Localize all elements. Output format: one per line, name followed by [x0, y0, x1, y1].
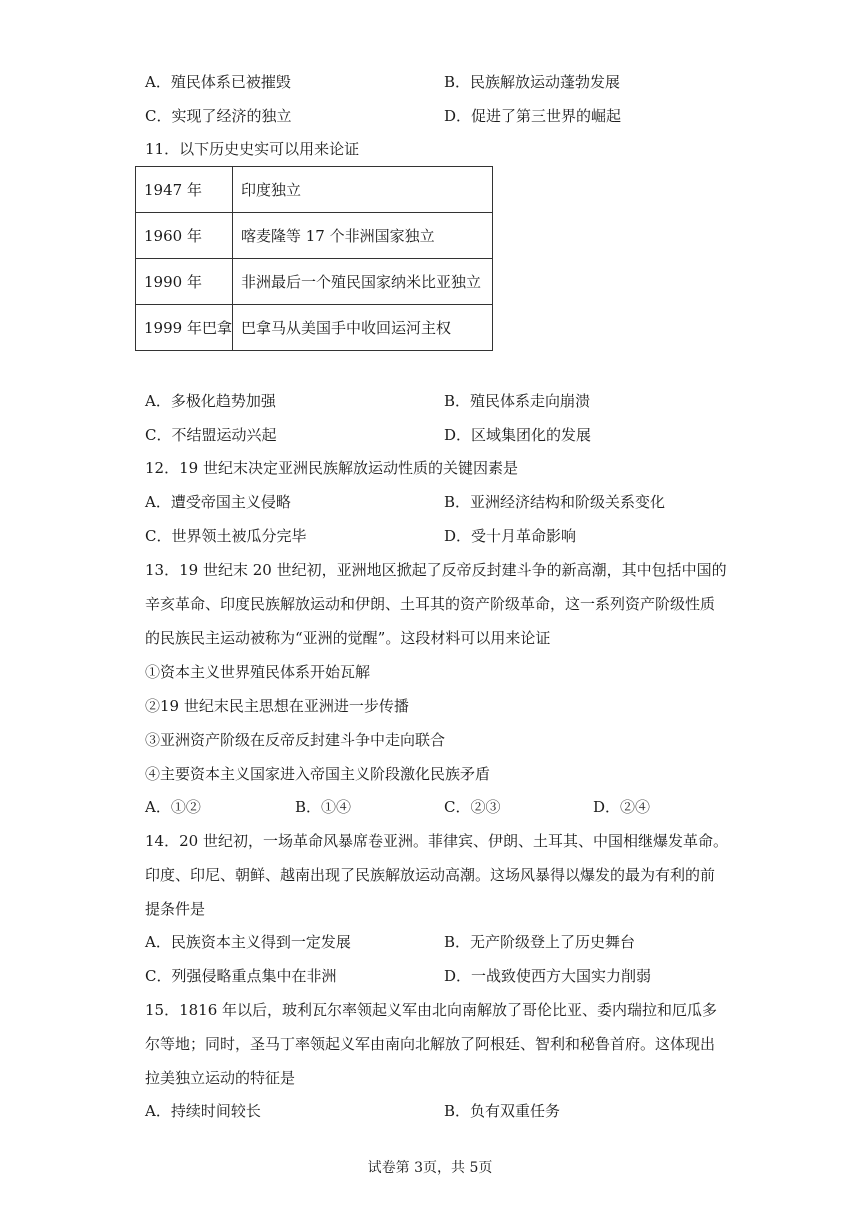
table-cell-event: 印度独立: [233, 167, 493, 213]
q11-stem: 11．以下历史史实可以用来论证: [145, 140, 360, 158]
q13-option-a[interactable]: A．①②: [145, 798, 201, 816]
q13-statement-2: ②19 世纪末民主思想在亚洲进一步传播: [145, 697, 409, 715]
q10-option-b[interactable]: B．民族解放运动蓬勃发展: [444, 73, 621, 91]
q12-option-a[interactable]: A．遭受帝国主义侵略: [145, 493, 291, 511]
q12-option-b[interactable]: B．亚洲经济结构和阶级关系变化: [444, 493, 666, 511]
q15-stem-line: 拉美独立运动的特征是: [145, 1069, 296, 1087]
table-cell-year: 1990 年: [136, 259, 233, 305]
table-row: [136, 167, 493, 213]
q13-option-d[interactable]: D．②④: [593, 798, 651, 816]
q11-options-row-1: [145, 391, 745, 411]
q11-option-d[interactable]: D．区域集团化的发展: [444, 426, 592, 444]
q13-option-c[interactable]: C．②③: [444, 798, 501, 816]
q14-stem-line: 印度、印尼、朝鲜、越南出现了民族解放运动高潮。这场风暴得以爆发的最为有利的前: [145, 866, 716, 884]
table-cell-year: 1960 年: [136, 213, 233, 259]
table-row: [136, 213, 493, 259]
q15-stem-line: 15．1816 年以后，玻利瓦尔率领起义军由北向南解放了哥伦比亚、委内瑞拉和厄瓜多: [145, 1001, 718, 1019]
q12-option-d[interactable]: D．受十月革命影响: [444, 527, 577, 545]
q11-option-c[interactable]: C．不结盟运动兴起: [145, 426, 277, 444]
q10-options-row-2: [145, 106, 745, 126]
q13-statement-4: ④主要资本主义国家进入帝国主义阶段激化民族矛盾: [145, 765, 491, 783]
q15-options-row-1: [145, 1101, 745, 1121]
table-cell-event: 巴拿马从美国手中收回运河主权: [233, 305, 493, 351]
table-row: [136, 305, 493, 351]
q13-stem-line: 的民族民主运动被称为“亚洲的觉醒”。这段材料可以用来论证: [145, 629, 551, 647]
q14-stem-line: 14．20 世纪初，一场革命风暴席卷亚洲。菲律宾、伊朗、土耳其、中国相继爆发革命。: [145, 832, 728, 850]
q15-stem-line: 尔等地；同时，圣马丁率领起义军由南向北解放了阿根廷、智利和秘鲁首府。这体现出: [145, 1035, 716, 1053]
q12-options-row-2: [145, 526, 745, 546]
q13-stem-line: 13．19 世纪末 20 世纪初，亚洲地区掀起了反帝反封建斗争的新高潮，其中包括中国的: [145, 561, 727, 579]
q13-stem-line: 辛亥革命、印度民族解放运动和伊朗、土耳其的资产阶级革命，这一系列资产阶级性质: [145, 595, 716, 613]
q14-option-c[interactable]: C．列强侵略重点集中在非洲: [145, 967, 337, 985]
table-cell-year: 1999 年巴拿: [136, 305, 233, 351]
q10-option-a[interactable]: A．殖民体系已被摧毁: [145, 73, 291, 91]
q10-options-row-1: [145, 72, 745, 92]
q12-stem: 12．19 世纪末决定亚洲民族解放运动性质的关键因素是: [145, 459, 518, 477]
q14-option-a[interactable]: A．民族资本主义得到一定发展: [145, 933, 351, 951]
q11-facts-table: [135, 166, 493, 351]
q14-stem-line: 提条件是: [145, 900, 206, 918]
table-cell-event: 喀麦隆等 17 个非洲国家独立: [233, 213, 493, 259]
table-cell-year: 1947 年: [136, 167, 233, 213]
q10-option-d[interactable]: D．促进了第三世界的崛起: [444, 107, 622, 125]
page-footer: 试卷第 3页，共 5页: [367, 1160, 493, 1176]
q11-options-row-2: [145, 425, 745, 445]
q11-option-a[interactable]: A．多极化趋势加强: [145, 392, 276, 410]
q14-options-row-1: [145, 932, 745, 952]
q13-option-b[interactable]: B．①④: [295, 798, 352, 816]
q14-option-b[interactable]: B．无产阶级登上了历史舞台: [444, 933, 636, 951]
q10-option-c[interactable]: C．实现了经济的独立: [145, 107, 292, 125]
table-cell-event: 非洲最后一个殖民国家纳米比亚独立: [233, 259, 493, 305]
q14-options-row-2: [145, 966, 745, 986]
q15-option-b[interactable]: B．负有双重任务: [444, 1102, 561, 1120]
q12-option-c[interactable]: C．世界领土被瓜分完毕: [145, 527, 307, 545]
q13-statement-3: ③亚洲资产阶级在反帝反封建斗争中走向联合: [145, 731, 446, 749]
q14-option-d[interactable]: D．一战致使西方大国实力削弱: [444, 967, 652, 985]
q11-option-b[interactable]: B．殖民体系走向崩溃: [444, 392, 591, 410]
q15-option-a[interactable]: A．持续时间较长: [145, 1102, 261, 1120]
table-row: [136, 259, 493, 305]
q13-statement-1: ①资本主义世界殖民体系开始瓦解: [145, 663, 371, 681]
q12-options-row-1: [145, 492, 745, 512]
q13-options-row: [145, 797, 745, 817]
